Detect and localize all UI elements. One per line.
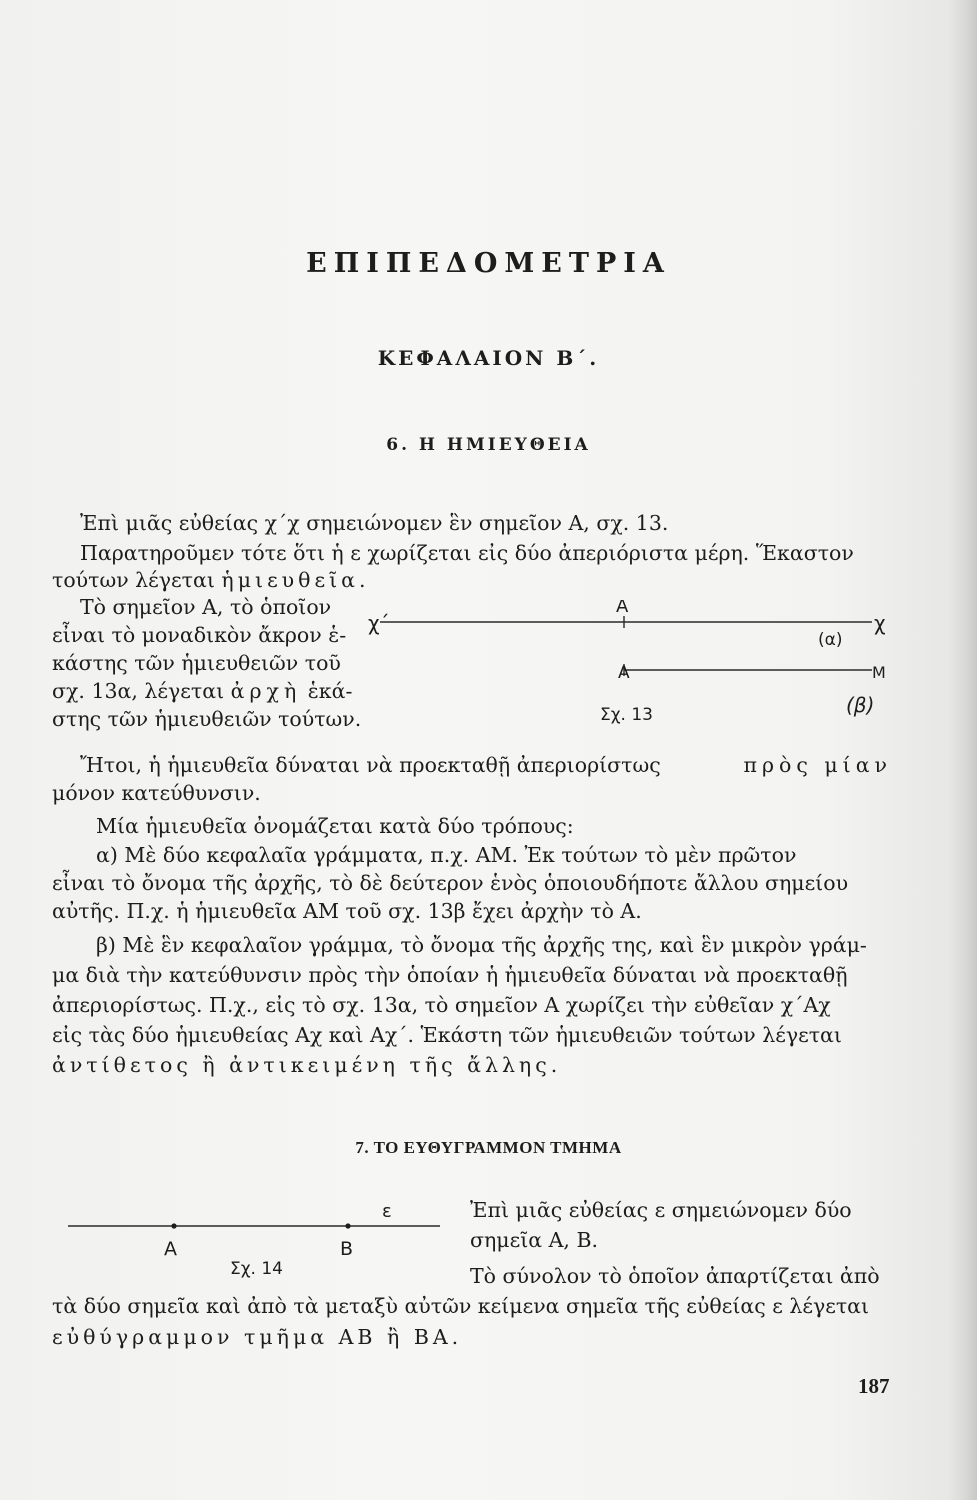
text-segment: τὰ δύο σημεῖα καὶ ἀπὸ τὰ μεταξὺ αὐτῶν κείμενα σημεῖα τῆς εὐθείας ε λέγεται xyxy=(52,1294,870,1318)
point-B xyxy=(345,1223,350,1228)
point-A xyxy=(171,1223,176,1228)
section-7-heading: 7. ΤΟ ΕΥΘΥΓΡΑΜΜΟΝ ΤΜΗΜΑ xyxy=(355,1138,622,1157)
paragraph-line xyxy=(52,567,892,594)
page-number: 187 xyxy=(858,1374,890,1398)
term-hemiline: ἡμιευθεῖα. xyxy=(221,568,370,592)
text-segment: ἀπεριορίστως. Π.χ., εἰς τὸ σχ. 13α, τὸ σημεῖον Α χωρίζει τὴν εὐθεῖαν χ΄Αχ xyxy=(52,993,831,1017)
text-segment: τούτων λέγεται xyxy=(52,568,215,592)
paragraph-line: Τὸ σημεῖον Α, τὸ ὁποῖον xyxy=(80,595,332,619)
label-x-prime: χ΄ xyxy=(368,611,390,635)
chapter-title: ΚΕΦΑΛΑΙΟΝ Β΄. xyxy=(377,346,600,370)
text-spaced: πρὸς μίαν xyxy=(743,753,892,777)
paragraph-line: κάστης τῶν ἡμιευθειῶν τοῦ xyxy=(52,651,341,675)
label-B: Β xyxy=(340,1238,354,1260)
paragraph-line: εὐθύγραμμον τμῆμα ΑΒ ἢ ΒΑ. xyxy=(52,1325,463,1349)
text-segment: εἰς τὰς δύο ἡμιευθείας Αχ καὶ Αχ΄. Ἑκάστη τῶν ἡμιευθειῶν τούτων λέγεται xyxy=(52,1023,842,1047)
label-e: ε xyxy=(382,1201,392,1222)
paragraph-line: Ἐπὶ μιᾶς εὐθείας χ΄χ σημειώνομεν ἓν σημεῖον Α, σχ. 13. xyxy=(80,511,669,535)
text-segment: ἑκά- xyxy=(307,679,353,703)
page-title: ΕΠΙΠΕΔΟΜΕΤΡΙΑ xyxy=(306,248,671,279)
figure-13-caption: Σχ. 13 xyxy=(600,705,654,725)
figure-13 xyxy=(360,600,900,730)
paragraph-line xyxy=(80,752,892,779)
paragraph-line: ἀντίθετος ἢ ἀντικειμένη τῆς ἄλλης. xyxy=(52,1053,562,1077)
paragraph-line xyxy=(96,842,892,869)
label-M: Μ xyxy=(872,663,886,682)
paragraph-line: αὐτῆς. Π.χ. ἡ ἡμιευθεῖα ΑΜ τοῦ σχ. 13β ἔχει ἀρχὴν τὸ Α. xyxy=(52,899,642,923)
label-A: Α xyxy=(164,1238,177,1260)
paragraph-line xyxy=(96,932,892,959)
text-segment: α) Μὲ δύο κεφαλαῖα γράμματα, π.χ. ΑΜ. Ἐκ τούτων τὸ μὲν πρῶτον xyxy=(96,843,797,867)
paragraph-line xyxy=(52,1022,892,1049)
label-x: χ xyxy=(874,611,886,635)
paragraph-line: εἶναι τὸ μοναδικὸν ἄκρον ἑ- xyxy=(52,623,347,647)
text-segment: Ἐπὶ μιᾶς εὐθείας ε σημειώνομεν δύο xyxy=(470,1198,852,1222)
paragraph-line: στης τῶν ἡμιευθειῶν τούτων. xyxy=(52,707,362,731)
paragraph-line xyxy=(80,540,892,567)
figure-14-caption: Σχ. 14 xyxy=(230,1259,284,1279)
term-origin: ἀρχὴ xyxy=(230,679,302,703)
paragraph-line: σημεῖα Α, Β. xyxy=(470,1228,599,1252)
text-segment: Ἤτοι, ἡ ἡμιευθεῖα δύναται νὰ προεκταθῇ ἀπεριορίστως xyxy=(80,753,661,777)
text-segment: Παρατηροῦμεν τότε ὅτι ἡ ε χωρίζεται εἰς δύο ἀπεριόριστα μέρη. Ἕκαστον xyxy=(80,541,854,565)
label-A-a: Α xyxy=(616,600,629,617)
paragraph-line xyxy=(470,1197,892,1224)
section-6-heading: 6. Η ΗΜΙΕΥΘΕΙΑ xyxy=(386,435,591,455)
paragraph-line xyxy=(52,962,892,989)
text-segment: εἶναι τὸ ὄνομα τῆς ἀρχῆς, τὸ δὲ δεύτερον ἑνὸς ὁποιουδήποτε ἄλλου σημείου xyxy=(52,871,849,895)
page-spine-shadow xyxy=(949,0,977,1500)
paragraph-line xyxy=(52,1293,892,1320)
figure-14 xyxy=(60,1195,460,1290)
paragraph-line xyxy=(52,678,352,705)
label-A-b: Α xyxy=(618,663,630,683)
label-b: (β) xyxy=(846,693,875,717)
text-segment: β) Μὲ ἓν κεφαλαῖον γράμμα, τὸ ὄνομα τῆς ἀρχῆς της, καὶ ἓν μικρὸν γράμ- xyxy=(96,933,867,957)
label-a: (α) xyxy=(818,630,843,650)
paragraph-line: Τὸ σύνολον τὸ ὁποῖον ἀπαρτίζεται ἀπὸ xyxy=(470,1264,880,1288)
text-segment: σχ. 13α, λέγεται xyxy=(52,679,225,703)
text-segment: μα διὰ τὴν κατεύθυνσιν πρὸς τὴν ὁποίαν ἡ ἡμιευθεῖα δύναται νὰ προεκταθῇ xyxy=(52,963,848,987)
paragraph-line: μόνον κατεύθυνσιν. xyxy=(52,781,261,805)
paragraph-line xyxy=(52,870,892,897)
paragraph-line xyxy=(52,992,892,1019)
paragraph-line: Μία ἡμιευθεῖα ὀνομάζεται κατὰ δύο τρόπους: xyxy=(96,814,574,838)
